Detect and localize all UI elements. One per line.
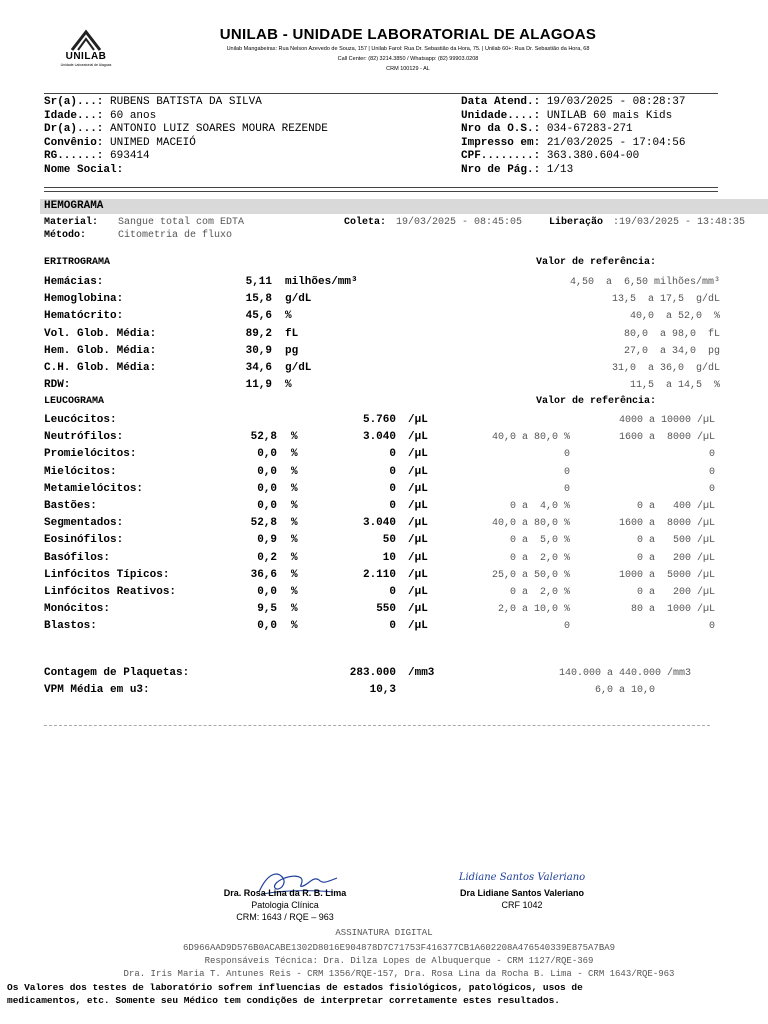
reference-range: 80,0 a 98,0 fL (623, 329, 720, 340)
result-absolute: 5.760 (362, 414, 396, 426)
signature-2 (442, 872, 602, 916)
signature-1-name: Dra. Rosa Lina da R. B. Lima (223, 888, 347, 898)
result-value: 45,6 (245, 310, 272, 322)
patient-row (44, 96, 328, 110)
signature-1-crm: CRM: 1643 / RQE – 963 (236, 912, 334, 922)
result-percent: 52,8 (250, 431, 277, 443)
result-percent-unit: % (291, 603, 298, 615)
result-absolute: 0 (389, 586, 396, 598)
result-name: Mielócitos: (44, 466, 117, 478)
patient-row (44, 110, 328, 124)
result-value: 11,9 (245, 379, 272, 391)
liberacao-label: Liberação (549, 217, 604, 228)
patient-info-right (461, 96, 685, 178)
result-absolute: 2.110 (362, 569, 396, 581)
result-absolute-unit: /µL (408, 517, 428, 529)
field-label: Sr(a)...: (44, 96, 104, 108)
reference-range: 40,0 a 52,0 % (629, 311, 720, 322)
result-name: C.H. Glob. Média: (44, 362, 157, 374)
result-percent: 0,9 (257, 534, 277, 546)
reference-absolute: 1600 a 8000 /µL (618, 518, 715, 529)
result-absolute: 10 (382, 552, 396, 564)
result-name: Linfócitos Reativos: (44, 586, 177, 598)
reference-absolute: 0 a 500 /µL (636, 535, 715, 546)
metodo-label: Método: (44, 230, 87, 241)
signature-1 (205, 868, 365, 926)
result-name: Blastos: (44, 620, 97, 632)
patient-row (461, 164, 685, 178)
result-percent: 9,5 (257, 603, 277, 615)
result-absolute-unit: /µL (408, 431, 428, 443)
reference-absolute: 0 (708, 449, 715, 460)
result-name: Bastões: (44, 500, 97, 512)
patient-row (461, 137, 685, 151)
result-absolute-unit: /µL (408, 552, 428, 564)
field-label: Data Atend.: (461, 96, 541, 108)
lab-logo-icon (58, 28, 114, 52)
metodo-value: Citometria de fluxo (118, 230, 233, 241)
result-percent-unit: % (291, 517, 298, 529)
patient-divider (44, 187, 718, 188)
responsible-doctors: Dra. Iris Maria T. Antunes Reis - CRM 1356/RQE-157, Dra. Rosa Lina da Rocha B. Lima - CRM 1643/RQE-963 (123, 969, 675, 979)
reference-percent: 0 a 2,0 % (509, 587, 570, 598)
field-label: Dr(a)...: (44, 123, 104, 136)
exam-title-bar (40, 199, 768, 214)
patient-row (44, 123, 328, 137)
field-label: Nro de Pág.: (461, 163, 541, 176)
reference-absolute: 4000 a 10000 /µL (618, 415, 715, 426)
field-label: CPF........: (461, 150, 541, 163)
result-percent-unit: % (291, 620, 298, 632)
lab-address: Unilab Mangabeiras: Rua Nelson Azevedo de Souza, 157 | Unilab Farol: Rua Dr. Sebastião da Hora, 75. | Unilab 60+: Rua Dr. Sebastião da Hora, 68 (226, 46, 590, 52)
result-name: Hematócrito: (44, 310, 124, 322)
header-divider (44, 93, 718, 94)
result-percent-unit: % (291, 552, 298, 564)
page-title: UNILAB - UNIDADE LABORATORIAL DE ALAGOAS (219, 26, 597, 43)
result-name: Neutrófilos: (44, 431, 124, 443)
signature-2-name: Dra Lidiane Santos Valeriano (459, 888, 585, 898)
reference-percent: 0 a 2,0 % (509, 553, 570, 564)
result-absolute-unit: /µL (408, 466, 428, 478)
reference-percent: 0 a 5,0 % (509, 535, 570, 546)
coleta-label: Coleta: (344, 217, 387, 228)
result-absolute: 3.040 (362, 431, 396, 443)
eritrograma-ref-header: Valor de referência: (536, 257, 657, 268)
print-date: 21/03/2025 - 17:04:56 (546, 136, 686, 149)
reference-absolute: 0 a 200 /µL (636, 553, 715, 564)
liberacao-value: :19/03/2025 - 13:48:35 (613, 217, 746, 228)
reference-absolute: 1600 a 8000 /µL (618, 432, 715, 443)
leucograma-title: LEUCOGRAMA (44, 396, 105, 407)
result-unit: pg (285, 345, 299, 357)
field-label: Convênio: (44, 136, 104, 149)
patient-row (461, 110, 685, 124)
result-absolute-unit: /µL (408, 483, 428, 495)
result-unit: g/dL (285, 362, 312, 374)
eritrograma-title: ERITROGRAMA (44, 257, 111, 268)
material-label: Material: (44, 217, 99, 228)
lab-logo-subtext: Unidade Laboratorial de Alagoas (60, 63, 112, 67)
result-name: Metamielócitos: (44, 483, 144, 495)
field-label: Nro da O.S.: (461, 123, 541, 136)
result-name: Basófilos: (44, 552, 111, 564)
result-name: Hemoglobina: (44, 293, 124, 305)
page-number: 1/13 (546, 163, 574, 176)
result-percent: 36,6 (250, 569, 277, 581)
result-absolute-unit: /µL (408, 448, 428, 460)
patient-rg: 693414 (110, 150, 150, 163)
result-percent-unit: % (291, 483, 298, 495)
patient-row (461, 123, 685, 137)
result-percent-unit: % (291, 466, 298, 478)
result-percent-unit: % (291, 534, 298, 546)
result-value: 89,2 (245, 328, 272, 340)
result-percent: 52,8 (250, 517, 277, 529)
result-name: Contagem de Plaquetas: (44, 667, 190, 679)
result-unit: g/dL (285, 293, 312, 305)
result-percent: 0,0 (257, 466, 277, 478)
result-absolute: 550 (376, 603, 396, 615)
reference-absolute: 0 (708, 621, 715, 632)
result-name: Eosinófilos: (44, 534, 124, 546)
result-percent: 0,2 (257, 552, 277, 564)
reference-absolute: 0 a 200 /µL (636, 587, 715, 598)
result-absolute: 0 (389, 483, 396, 495)
order-number: 034-67283-271 (546, 123, 633, 136)
result-percent: 0,0 (257, 500, 277, 512)
signature-1-role: Patologia Clínica (251, 900, 319, 910)
result-value: 10,3 (369, 684, 396, 696)
reference-range: 4,50 a 6,50 milhões/mm³ (569, 277, 720, 288)
result-percent: 0,0 (257, 620, 277, 632)
result-value: 34,6 (245, 362, 272, 374)
reference-absolute: 1000 a 5000 /µL (618, 570, 715, 581)
result-name: Linfócitos Típicos: (44, 569, 170, 581)
signature-2-crf: CRF 1042 (501, 900, 543, 910)
reference-percent: 25,0 a 50,0 % (491, 570, 570, 581)
result-absolute: 0 (389, 448, 396, 460)
reference-range: 13,5 a 17,5 g/dL (611, 294, 720, 305)
result-name: RDW: (44, 379, 71, 391)
signature-2-script: Lidiane Santos Valeriano (458, 872, 586, 883)
patient-divider-2 (44, 191, 718, 192)
result-absolute-unit: /µL (408, 500, 428, 512)
result-percent: 0,0 (257, 586, 277, 598)
result-unit: milhões/mm³ (285, 276, 358, 288)
reference-absolute: 0 (708, 467, 715, 478)
reference-percent: 0 (563, 621, 570, 632)
patient-doctor: ANTONIO LUIZ SOARES MOURA REZENDE (110, 123, 328, 136)
patient-info-left (44, 96, 328, 178)
result-name: Leucócitos: (44, 414, 117, 426)
reference-range: 6,0 a 10,0 (594, 685, 655, 696)
reference-percent: 40,0 a 80,0 % (491, 432, 570, 443)
result-name: Hem. Glob. Média: (44, 345, 157, 357)
result-percent-unit: % (291, 431, 298, 443)
disclaimer-line-1: Os Valores dos testes de laboratório sofrem influencias de estados fisiológicos, patológicos, usos de (7, 982, 583, 993)
reference-percent: 0 (563, 449, 570, 460)
result-unit: % (285, 379, 292, 391)
reference-absolute: 0 a 400 /µL (636, 501, 715, 512)
reference-absolute: 80 a 1000 /µL (630, 604, 715, 615)
result-value: 283.000 (349, 667, 396, 679)
result-value: 5,11 (245, 276, 272, 288)
result-absolute: 3.040 (362, 517, 396, 529)
leucograma-ref-header: Valor de referência: (536, 396, 657, 407)
result-absolute-unit: /µL (408, 620, 428, 632)
field-label: RG......: (44, 150, 104, 163)
result-name: Promielócitos: (44, 448, 137, 460)
reference-percent: 0 (563, 484, 570, 495)
result-absolute-unit: /µL (408, 414, 428, 426)
result-absolute: 0 (389, 500, 396, 512)
result-percent-unit: % (291, 448, 298, 460)
patient-row (461, 150, 685, 164)
result-unit: /mm3 (408, 667, 435, 679)
lab-contact: Call Center: (82) 3214.3850 / Whatsapp: (82) 99903.0208 (337, 56, 479, 62)
reference-range: 11,5 a 14,5 % (629, 380, 720, 391)
result-percent-unit: % (291, 586, 298, 598)
reference-percent: 0 a 4,0 % (509, 501, 570, 512)
result-name: Segmentados: (44, 517, 124, 529)
result-name: Vol. Glob. Média: (44, 328, 157, 340)
result-unit: % (285, 310, 292, 322)
disclaimer-line-2: medicamentos, etc. Somente seu Médico tem condições de interpretar corretamente estes resultados. (7, 995, 560, 1006)
reference-range: 27,0 a 34,0 pg (623, 346, 720, 357)
reference-range: 140.000 a 440.000 /mm3 (558, 668, 692, 679)
field-label: Nome Social: (44, 163, 124, 176)
result-value: 30,9 (245, 345, 272, 357)
reference-range: 31,0 a 36,0 g/dL (611, 363, 720, 374)
field-label: Unidade....: (461, 109, 541, 122)
coleta-value: 19/03/2025 - 08:45:05 (396, 217, 523, 228)
result-absolute-unit: /µL (408, 586, 428, 598)
result-absolute: 50 (382, 534, 396, 546)
result-value: 15,8 (245, 293, 272, 305)
patient-cpf: 363.380.604-00 (546, 150, 640, 163)
result-unit: fL (285, 328, 299, 340)
result-absolute: 0 (389, 466, 396, 478)
patient-row (44, 164, 328, 178)
patient-insurance: UNIMED MACEIÓ (110, 136, 196, 149)
result-absolute: 0 (389, 620, 396, 632)
result-name: VPM Média em u3: (44, 684, 150, 696)
reference-percent: 40,0 a 80,0 % (491, 518, 570, 529)
result-name: Monócitos: (44, 603, 111, 615)
result-percent: 0,0 (257, 483, 277, 495)
result-percent: 0,0 (257, 448, 277, 460)
result-percent-unit: % (291, 569, 298, 581)
field-label: Impresso em: (461, 136, 541, 149)
attendance-date: 19/03/2025 - 08:28:37 (546, 96, 686, 108)
material-value: Sangue total com EDTA (118, 217, 245, 228)
results-end-divider (44, 725, 710, 726)
lab-crm: CRM 100129 - AL (386, 66, 430, 72)
technical-responsible: Responsáveis Técnica: Dra. Dilza Lopes de Albuquerque - CRM 1127/RQE-369 (204, 956, 594, 966)
patient-row (461, 96, 685, 110)
field-label: Idade...: (44, 109, 104, 122)
result-absolute-unit: /µL (408, 534, 428, 546)
lab-logo-text: UNILAB (65, 51, 107, 62)
result-name: Hemácias: (44, 276, 104, 288)
reference-percent: 0 (563, 467, 570, 478)
digital-signature-hash: 6D966AAD9D576B0ACABE1302D8016E904878D7C71753F416377CB1A602208A476540339E875A7BA9 (182, 943, 616, 953)
reference-percent: 2,0 a 10,0 % (497, 604, 570, 615)
unit-name: UNILAB 60 mais Kids (546, 109, 673, 122)
digital-signature-label: ASSINATURA DIGITAL (335, 928, 433, 938)
patient-row (44, 150, 328, 164)
reference-absolute: 0 (708, 484, 715, 495)
result-absolute-unit: /µL (408, 603, 428, 615)
result-absolute-unit: /µL (408, 569, 428, 581)
patient-row (44, 137, 328, 151)
patient-name: RUBENS BATISTA DA SILVA (110, 96, 262, 108)
result-percent-unit: % (291, 500, 298, 512)
patient-age: 60 anos (110, 109, 157, 122)
lab-logo (58, 28, 114, 74)
exam-title: HEMOGRAMA (44, 200, 104, 212)
